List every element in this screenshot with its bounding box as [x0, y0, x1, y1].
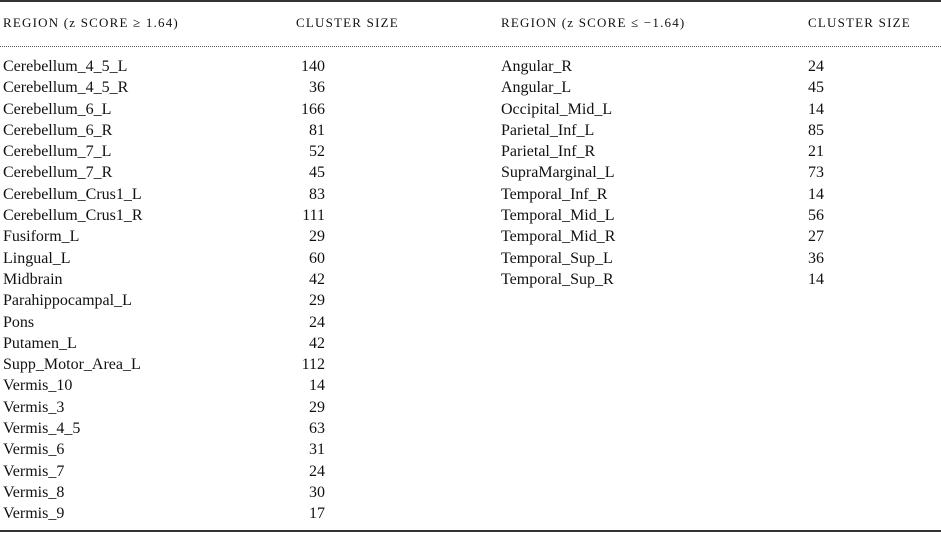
- header-divider: [0, 46, 941, 47]
- region-name: SupraMarginal_L: [501, 164, 615, 182]
- table-row: [3, 162, 325, 183]
- table-row: [501, 269, 921, 290]
- cluster-size: 42: [309, 270, 325, 288]
- cluster-size: 36: [808, 249, 824, 267]
- cluster-size: 42: [309, 334, 325, 352]
- region-name: Temporal_Mid_L: [501, 207, 615, 225]
- cluster-size: 73: [808, 164, 824, 182]
- region-name: Temporal_Mid_R: [501, 228, 616, 246]
- region-name: Vermis_4_5: [3, 420, 81, 438]
- header-cluster-size-negative: CLUSTER SIZE: [808, 15, 911, 30]
- region-name: Cerebellum_Crus1_L: [3, 185, 142, 203]
- region-name: Pons: [3, 313, 35, 331]
- table-row: [3, 226, 325, 247]
- region-name: Parietal_Inf_L: [501, 121, 595, 139]
- cluster-size: 45: [808, 79, 824, 97]
- table-row: [3, 184, 325, 205]
- cluster-size: 24: [808, 58, 824, 75]
- cluster-size: 14: [808, 270, 824, 288]
- header-region-negative: REGION (z SCORE ≤ −1.64): [501, 15, 686, 30]
- region-name: Vermis_7: [3, 462, 65, 480]
- cluster-size: 112: [301, 356, 325, 374]
- table-row: [3, 290, 325, 311]
- table-row: [501, 141, 921, 162]
- region-name: Temporal_Sup_R: [501, 270, 614, 288]
- table-row: [3, 205, 325, 226]
- table-row: [3, 312, 325, 333]
- region-name: Occipital_Mid_L: [501, 100, 613, 118]
- table-row: [3, 141, 325, 162]
- region-name: Angular_R: [501, 58, 573, 75]
- table-row: [3, 99, 325, 120]
- cluster-size: 21: [808, 143, 824, 161]
- region-name: Cerebellum_7_R: [3, 164, 113, 182]
- region-name: Angular_L: [501, 79, 572, 97]
- region-name: Supp_Motor_Area_L: [3, 356, 141, 374]
- region-name: Cerebellum_6_R: [3, 121, 113, 139]
- region-name: Cerebellum_4_5_R: [3, 79, 129, 97]
- negative-regions-list: [501, 56, 921, 290]
- table-row: [501, 56, 921, 77]
- table-row: [3, 269, 325, 290]
- table-row: [3, 461, 325, 482]
- region-name: Cerebellum_6_L: [3, 100, 112, 118]
- cluster-size: 166: [301, 100, 325, 118]
- table-row: [3, 120, 325, 141]
- cluster-size: 60: [309, 249, 325, 267]
- region-name: Vermis_9: [3, 505, 65, 523]
- region-name: Parietal_Inf_R: [501, 143, 596, 161]
- cluster-size: 31: [309, 441, 325, 459]
- header-cluster-size-positive: CLUSTER SIZE: [296, 15, 399, 30]
- region-name: Cerebellum_Crus1_R: [3, 207, 143, 225]
- table-row: [501, 184, 921, 205]
- table-row: [3, 439, 325, 460]
- table-row: [3, 418, 325, 439]
- table-row: [501, 226, 921, 247]
- cluster-size: 14: [808, 100, 824, 118]
- cluster-size: 52: [309, 143, 325, 161]
- region-name: Vermis_6: [3, 441, 65, 459]
- region-name: Parahippocampal_L: [3, 292, 132, 310]
- cluster-size: 45: [309, 164, 325, 182]
- table-top-rule: [0, 0, 941, 2]
- header-region-positive: REGION (z SCORE ≥ 1.64): [3, 15, 179, 30]
- table-row: [3, 503, 325, 524]
- cluster-size: 29: [309, 398, 325, 416]
- cluster-size: 29: [309, 292, 325, 310]
- table-row: [3, 375, 325, 396]
- table-row: [3, 397, 325, 418]
- region-name: Fusiform_L: [3, 228, 80, 246]
- region-name: Cerebellum_7_L: [3, 143, 112, 161]
- region-name: Cerebellum_4_5_L: [3, 58, 128, 75]
- cluster-size: 24: [309, 462, 325, 480]
- table-row: [501, 120, 921, 141]
- cluster-size: 83: [309, 185, 325, 203]
- cluster-size: 24: [309, 313, 325, 331]
- cluster-size: 85: [808, 121, 824, 139]
- table-row: [501, 99, 921, 120]
- region-name: Temporal_Sup_L: [501, 249, 613, 267]
- positive-regions-list: [3, 56, 325, 525]
- cluster-size: 140: [301, 58, 325, 75]
- cluster-size: 36: [309, 79, 325, 97]
- cluster-size: 111: [302, 207, 325, 225]
- table-row: [3, 333, 325, 354]
- cluster-size: 56: [808, 207, 824, 225]
- region-name: Midbrain: [3, 270, 63, 288]
- table-row: [501, 162, 921, 183]
- table-row: [3, 77, 325, 98]
- region-name: Vermis_10: [3, 377, 73, 395]
- cluster-size: 17: [309, 505, 325, 523]
- table-row: [501, 77, 921, 98]
- table-row: [3, 482, 325, 503]
- table-row: [3, 56, 325, 77]
- cluster-size: 81: [309, 121, 325, 139]
- region-name: Vermis_8: [3, 483, 65, 501]
- cluster-size: 27: [808, 228, 824, 246]
- table-row: [501, 205, 921, 226]
- table-row: [3, 248, 325, 269]
- region-name: Temporal_Inf_R: [501, 185, 608, 203]
- cluster-size: 29: [309, 228, 325, 246]
- table-bottom-rule: [0, 530, 941, 532]
- cluster-size: 14: [309, 377, 325, 395]
- cluster-size: 30: [309, 483, 325, 501]
- region-name: Lingual_L: [3, 249, 71, 267]
- region-name: Vermis_3: [3, 398, 65, 416]
- table-row: [501, 248, 921, 269]
- cluster-size: 14: [808, 185, 824, 203]
- region-name: Putamen_L: [3, 334, 77, 352]
- table-row: [3, 354, 325, 375]
- cluster-size: 63: [309, 420, 325, 438]
